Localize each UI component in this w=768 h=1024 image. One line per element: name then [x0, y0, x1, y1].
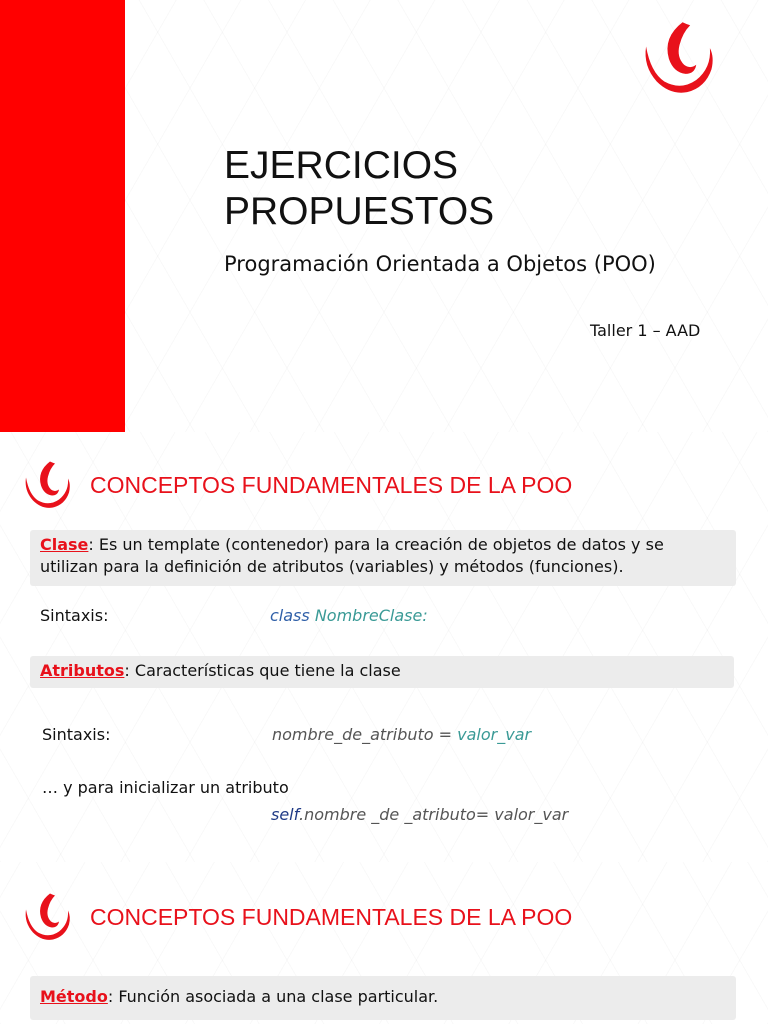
init-attribute-code — [271, 805, 568, 824]
self-keyword: self — [271, 805, 299, 824]
atributos-definition-box — [30, 656, 734, 688]
atributos-syntax-code — [272, 725, 531, 744]
upc-flame-logo-icon — [22, 458, 72, 516]
section-heading: CONCEPTOS FUNDAMENTALES DE LA POO — [90, 472, 573, 498]
clase-definition-box — [30, 530, 736, 586]
workshop-tag: Taller 1 – AAD — [590, 321, 701, 340]
clase-syntax-label: Sintaxis: — [40, 606, 109, 625]
upc-flame-logo-icon — [22, 890, 72, 948]
metodo-definition: : Función asociada a una clase particular. — [107, 987, 439, 1006]
atributos-syntax-label: Sintaxis: — [42, 725, 111, 744]
class-keyword: class — [270, 606, 310, 625]
presentation-subtitle: Programación Orientada a Objetos (POO) — [224, 252, 656, 276]
attribute-name: nombre_de_atributo = — [272, 725, 458, 744]
init-attribute-expression: .nombre _de _atributo= valor_var — [298, 805, 569, 824]
concepts-slide-2 — [0, 862, 768, 1024]
metodo-term: Método — [40, 987, 108, 1006]
atributos-term: Atributos — [40, 661, 125, 680]
presentation-title — [224, 143, 494, 235]
concepts-slide-1 — [0, 432, 768, 862]
atributos-definition: : Características que tiene la clase — [124, 661, 401, 680]
attribute-value: valor_var — [457, 725, 532, 744]
title-line-2: PROPUESTOS — [224, 190, 495, 233]
title-line-1: EJERCICIOS — [224, 144, 459, 187]
clase-syntax-code — [270, 606, 428, 625]
clase-definition: : Es un template (contenedor) para la creación de objetos de datos y se utilizan para la definición de atributos (variables) y métodos (funciones). — [40, 535, 664, 576]
clase-term: Clase — [40, 535, 89, 554]
metodo-definition-box — [30, 976, 736, 1020]
title-slide — [0, 0, 768, 432]
red-side-bar — [0, 0, 125, 432]
section-heading: CONCEPTOS FUNDAMENTALES DE LA POO — [90, 904, 573, 930]
init-attribute-text: … y para inicializar un atributo — [42, 778, 289, 797]
class-name: NombreClase: — [314, 606, 428, 625]
upc-flame-logo-icon — [640, 18, 716, 104]
